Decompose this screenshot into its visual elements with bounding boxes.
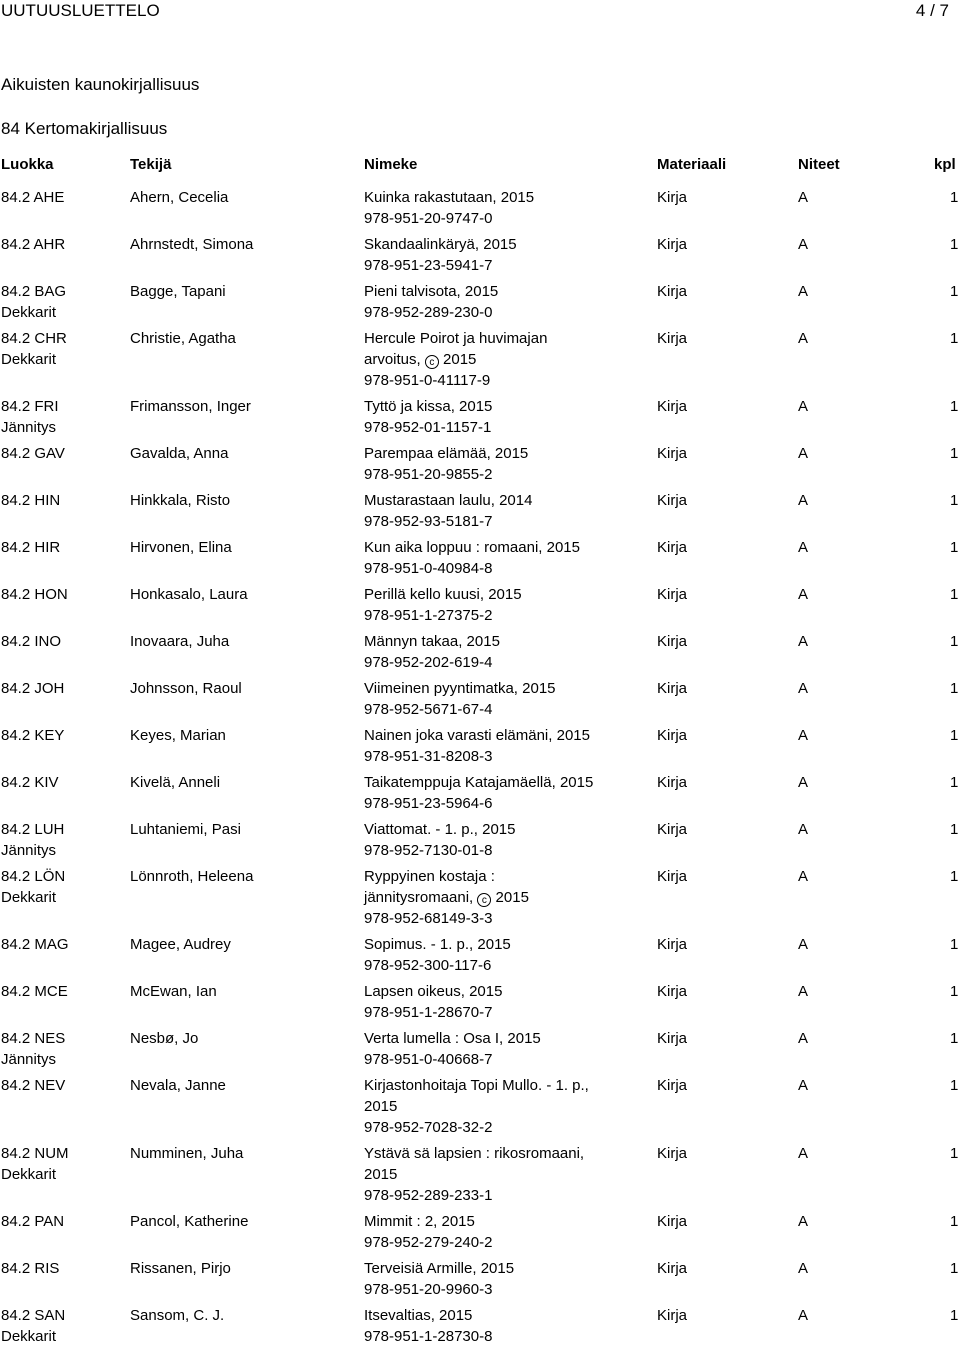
material: Kirja — [657, 1030, 688, 1047]
material: Kirja — [657, 821, 688, 838]
author: Nesbø, Jo — [130, 1030, 199, 1047]
title-line: Tyttö ja kissa, 2015 — [364, 398, 493, 415]
class-code-value: 84.2 CHR — [1, 330, 67, 347]
copies-note: A — [798, 868, 809, 885]
title-info — [364, 1305, 654, 1347]
class-code-value: 84.2 HIR — [1, 539, 61, 556]
author: Lönnroth, Heleena — [130, 868, 254, 885]
title-line: 2015 — [364, 1098, 398, 1115]
material: Kirja — [657, 983, 688, 1000]
author: Nevala, Janne — [130, 1077, 226, 1094]
title-line: Perillä kello kuusi, 2015 — [364, 586, 522, 603]
title-info — [364, 631, 654, 673]
class-code — [1, 1075, 126, 1096]
quantity: 1 — [950, 1145, 959, 1162]
title-line: arvoitus, c 2015 — [364, 351, 477, 368]
class-code — [1, 866, 126, 908]
title-info — [364, 772, 654, 814]
isbn: 978-952-279-240-2 — [364, 1234, 493, 1251]
title-line: Viimeinen pyyntimatka, 2015 — [364, 680, 556, 697]
class-code-value: 84.2 AHR — [1, 236, 66, 253]
table-row — [0, 725, 960, 767]
title-info — [364, 1075, 654, 1138]
genre-label: Dekkarit — [1, 351, 57, 368]
genre-label: Jännitys — [1, 1051, 57, 1068]
isbn: 978-952-300-117-6 — [364, 957, 492, 974]
isbn: 978-951-20-9747-0 — [364, 210, 493, 227]
author: Hinkkala, Risto — [130, 492, 231, 509]
table-row — [0, 1143, 960, 1206]
author: Ahern, Cecelia — [130, 189, 229, 206]
title-line: Sopimus. - 1. p., 2015 — [364, 936, 511, 953]
title-line: Pieni talvisota, 2015 — [364, 283, 499, 300]
class-code — [1, 981, 126, 1002]
title-info — [364, 1028, 654, 1070]
isbn: 978-951-20-9960-3 — [364, 1281, 493, 1298]
material: Kirja — [657, 1213, 688, 1230]
title-line: Mimmit : 2, 2015 — [364, 1213, 475, 1230]
title-info — [364, 934, 654, 976]
class-code — [1, 934, 126, 955]
author: Bagge, Tapani — [130, 283, 226, 300]
title-line: Männyn takaa, 2015 — [364, 633, 500, 650]
table-row — [0, 396, 960, 438]
table-row — [0, 187, 960, 229]
quantity: 1 — [950, 398, 959, 415]
isbn: 978-951-1-28730-8 — [364, 1328, 493, 1345]
table-row — [0, 981, 960, 1023]
title-line: Lapsen oikeus, 2015 — [364, 983, 503, 1000]
title-line: jännitysromaani, c 2015 — [364, 889, 529, 906]
material: Kirja — [657, 236, 688, 253]
genre-label: Dekkarit — [1, 1166, 57, 1183]
title-info — [364, 1143, 654, 1206]
isbn: 978-952-7028-32-2 — [364, 1119, 493, 1136]
table-row — [0, 631, 960, 673]
genre-label: Dekkarit — [1, 889, 57, 906]
isbn: 978-952-202-619-4 — [364, 654, 493, 671]
copyright-icon: c — [425, 355, 439, 369]
copies-note: A — [798, 236, 809, 253]
author: Sansom, C. J. — [130, 1307, 225, 1324]
subsection-heading: 84 Kertomakirjallisuus — [1, 119, 168, 138]
title-line: Nainen joka varasti elämäni, 2015 — [364, 727, 590, 744]
material: Kirja — [657, 330, 688, 347]
material: Kirja — [657, 633, 688, 650]
class-code-value: 84.2 JOH — [1, 680, 65, 697]
copies-note: A — [798, 680, 809, 697]
copies-note: A — [798, 492, 809, 509]
copies-note: A — [798, 330, 809, 347]
isbn: 978-951-23-5964-6 — [364, 795, 493, 812]
author: Magee, Audrey — [130, 936, 231, 953]
class-code — [1, 678, 126, 699]
title-line: Viattomat. - 1. p., 2015 — [364, 821, 516, 838]
table-row — [0, 1305, 960, 1347]
table-row — [0, 1258, 960, 1300]
table-row — [0, 934, 960, 976]
title-info — [364, 819, 654, 861]
section-heading: Aikuisten kaunokirjallisuus — [1, 75, 200, 94]
title-info — [364, 328, 654, 391]
class-code — [1, 490, 126, 511]
author: McEwan, Ian — [130, 983, 217, 1000]
title-info — [364, 234, 654, 276]
quantity: 1 — [950, 236, 959, 253]
isbn: 978-952-01-1157-1 — [364, 419, 492, 436]
copies-note: A — [798, 727, 809, 744]
class-code — [1, 328, 126, 370]
column-header-luokka: Luokka — [1, 156, 54, 173]
isbn: 978-951-1-28670-7 — [364, 1004, 493, 1021]
class-code — [1, 1305, 126, 1347]
quantity: 1 — [950, 189, 959, 206]
quantity: 1 — [950, 539, 959, 556]
author: Inovaara, Juha — [130, 633, 230, 650]
class-code-value: 84.2 RIS — [1, 1260, 60, 1277]
copies-note: A — [798, 1213, 809, 1230]
copies-note: A — [798, 1077, 809, 1094]
column-header-nimeke: Nimeke — [364, 156, 418, 173]
title-info — [364, 1211, 654, 1253]
isbn: 978-951-1-27375-2 — [364, 607, 493, 624]
material: Kirja — [657, 398, 688, 415]
class-code — [1, 725, 126, 746]
title-info — [364, 725, 654, 767]
quantity: 1 — [950, 680, 959, 697]
author: Pancol, Katherine — [130, 1213, 249, 1230]
class-code-value: 84.2 GAV — [1, 445, 65, 462]
page-title: UUTUUSLUETTELO — [1, 1, 160, 20]
class-code — [1, 819, 126, 861]
class-code-value: 84.2 NEV — [1, 1077, 66, 1094]
quantity: 1 — [950, 1030, 959, 1047]
table-row — [0, 490, 960, 532]
isbn: 978-952-289-230-0 — [364, 304, 493, 321]
class-code-value: 84.2 NUM — [1, 1145, 69, 1162]
quantity: 1 — [950, 936, 959, 953]
genre-label: Dekkarit — [1, 304, 57, 321]
title-line: Ystävä sä lapsien : rikosromaani, — [364, 1145, 585, 1162]
title-line: Parempaa elämää, 2015 — [364, 445, 529, 462]
table-row — [0, 537, 960, 579]
title-line: Itsevaltias, 2015 — [364, 1307, 473, 1324]
class-code-value: 84.2 NES — [1, 1030, 66, 1047]
table-row — [0, 772, 960, 814]
title-line: 2015 — [364, 1166, 398, 1183]
quantity: 1 — [950, 1260, 959, 1277]
material: Kirja — [657, 1260, 688, 1277]
copies-note: A — [798, 398, 809, 415]
copies-note: A — [798, 1145, 809, 1162]
class-code-value: 84.2 MCE — [1, 983, 68, 1000]
class-code — [1, 772, 126, 793]
copies-note: A — [798, 539, 809, 556]
title-info — [364, 396, 654, 438]
material: Kirja — [657, 1307, 688, 1324]
isbn: 978-952-5671-67-4 — [364, 701, 493, 718]
genre-label: Jännitys — [1, 419, 57, 436]
isbn: 978-952-7130-01-8 — [364, 842, 493, 859]
quantity: 1 — [950, 445, 959, 462]
quantity: 1 — [950, 330, 959, 347]
quantity: 1 — [950, 492, 959, 509]
quantity: 1 — [950, 586, 959, 603]
isbn: 978-951-31-8208-3 — [364, 748, 493, 765]
title-info — [364, 866, 654, 929]
copies-note: A — [798, 774, 809, 791]
column-header-niteet: Niteet — [798, 156, 840, 173]
material: Kirja — [657, 1145, 688, 1162]
copies-note: A — [798, 983, 809, 1000]
author: Ahrnstedt, Simona — [130, 236, 254, 253]
title-line: Verta lumella : Osa I, 2015 — [364, 1030, 541, 1047]
title-info — [364, 187, 654, 229]
material: Kirja — [657, 774, 688, 791]
author: Rissanen, Pirjo — [130, 1260, 231, 1277]
class-code-value: 84.2 LÖN — [1, 868, 66, 885]
author: Frimansson, Inger — [130, 398, 251, 415]
author: Honkasalo, Laura — [130, 586, 248, 603]
title-info — [364, 1258, 654, 1300]
quantity: 1 — [950, 633, 959, 650]
title-line: Kirjastonhoitaja Topi Mullo. - 1. p., — [364, 1077, 589, 1094]
class-code — [1, 187, 126, 208]
copyright-icon: c — [477, 893, 491, 907]
genre-label: Jännitys — [1, 842, 57, 859]
isbn: 978-951-0-40668-7 — [364, 1051, 493, 1068]
copies-note: A — [798, 445, 809, 462]
table-row — [0, 328, 960, 391]
copies-note: A — [798, 1307, 809, 1324]
author: Keyes, Marian — [130, 727, 226, 744]
class-code-value: 84.2 KEY — [1, 727, 65, 744]
class-code — [1, 584, 126, 605]
quantity: 1 — [950, 821, 959, 838]
title-info — [364, 443, 654, 485]
table-row — [0, 1211, 960, 1253]
table-row — [0, 819, 960, 861]
isbn: 978-951-0-40984-8 — [364, 560, 493, 577]
class-code — [1, 537, 126, 558]
title-info — [364, 678, 654, 720]
column-header-materiaali: Materiaali — [657, 156, 727, 173]
class-code — [1, 443, 126, 464]
table-row — [0, 866, 960, 929]
copies-note: A — [798, 586, 809, 603]
material: Kirja — [657, 868, 688, 885]
title-line: Mustarastaan laulu, 2014 — [364, 492, 533, 509]
title-line: Hercule Poirot ja huvimajan — [364, 330, 548, 347]
isbn: 978-951-23-5941-7 — [364, 257, 493, 274]
author: Numminen, Juha — [130, 1145, 244, 1162]
class-code-value: 84.2 AHE — [1, 189, 65, 206]
copies-note: A — [798, 1030, 809, 1047]
quantity: 1 — [950, 283, 959, 300]
isbn: 978-951-0-41117-9 — [364, 372, 491, 389]
class-code-value: 84.2 HIN — [1, 492, 61, 509]
title-info — [364, 490, 654, 532]
author: Gavalda, Anna — [130, 445, 229, 462]
class-code — [1, 1258, 126, 1279]
quantity: 1 — [950, 1213, 959, 1230]
class-code-value: 84.2 BAG — [1, 283, 67, 300]
title-line: Taikatemppuja Katajamäellä, 2015 — [364, 774, 594, 791]
class-code — [1, 234, 126, 255]
class-code-value: 84.2 PAN — [1, 1213, 65, 1230]
genre-label: Dekkarit — [1, 1328, 57, 1345]
title-line: Skandaalinkäryä, 2015 — [364, 236, 517, 253]
author: Johnsson, Raoul — [130, 680, 242, 697]
quantity: 1 — [950, 1307, 959, 1324]
class-code-value: 84.2 INO — [1, 633, 62, 650]
isbn: 978-952-68149-3-3 — [364, 910, 493, 927]
material: Kirja — [657, 727, 688, 744]
table-row — [0, 281, 960, 323]
table-row — [0, 678, 960, 720]
class-code-value: 84.2 FRI — [1, 398, 59, 415]
material: Kirja — [657, 283, 688, 300]
copies-note: A — [798, 936, 809, 953]
column-header-kpl: kpl — [934, 156, 956, 173]
class-code-value: 84.2 HON — [1, 586, 68, 603]
title-line: Kuinka rakastutaan, 2015 — [364, 189, 535, 206]
class-code — [1, 1143, 126, 1185]
title-info — [364, 537, 654, 579]
author: Christie, Agatha — [130, 330, 236, 347]
class-code — [1, 631, 126, 652]
class-code-value: 84.2 KIV — [1, 774, 59, 791]
isbn: 978-952-93-5181-7 — [364, 513, 493, 530]
author: Luhtaniemi, Pasi — [130, 821, 241, 838]
class-code — [1, 281, 126, 323]
copies-note: A — [798, 189, 809, 206]
copies-note: A — [798, 1260, 809, 1277]
material: Kirja — [657, 492, 688, 509]
author: Hirvonen, Elina — [130, 539, 232, 556]
class-code-value: 84.2 LUH — [1, 821, 65, 838]
material: Kirja — [657, 680, 688, 697]
title-line: Kun aika loppuu : romaani, 2015 — [364, 539, 580, 556]
page-number: 4 / 7 — [915, 1, 949, 20]
table-row — [0, 1028, 960, 1070]
title-info — [364, 584, 654, 626]
isbn: 978-952-289-233-1 — [364, 1187, 493, 1204]
title-line: Ryppyinen kostaja : — [364, 868, 495, 885]
column-header-tekija: Tekijä — [130, 156, 172, 173]
quantity: 1 — [950, 1077, 959, 1094]
isbn: 978-951-20-9855-2 — [364, 466, 493, 483]
quantity: 1 — [950, 727, 959, 744]
material: Kirja — [657, 539, 688, 556]
material: Kirja — [657, 445, 688, 462]
material: Kirja — [657, 1077, 688, 1094]
copies-note: A — [798, 283, 809, 300]
title-info — [364, 281, 654, 323]
material: Kirja — [657, 586, 688, 603]
class-code-value: 84.2 MAG — [1, 936, 69, 953]
class-code — [1, 396, 126, 438]
quantity: 1 — [950, 774, 959, 791]
class-code — [1, 1028, 126, 1070]
quantity: 1 — [950, 983, 959, 1000]
table-row — [0, 234, 960, 276]
table-row — [0, 1075, 960, 1138]
class-code — [1, 1211, 126, 1232]
material: Kirja — [657, 189, 688, 206]
author: Kivelä, Anneli — [130, 774, 221, 791]
copies-note: A — [798, 633, 809, 650]
copies-note: A — [798, 821, 809, 838]
table-row — [0, 443, 960, 485]
title-info — [364, 981, 654, 1023]
class-code-value: 84.2 SAN — [1, 1307, 66, 1324]
material: Kirja — [657, 936, 688, 953]
title-line: Terveisiä Armille, 2015 — [364, 1260, 515, 1277]
table-row — [0, 584, 960, 626]
quantity: 1 — [950, 868, 959, 885]
